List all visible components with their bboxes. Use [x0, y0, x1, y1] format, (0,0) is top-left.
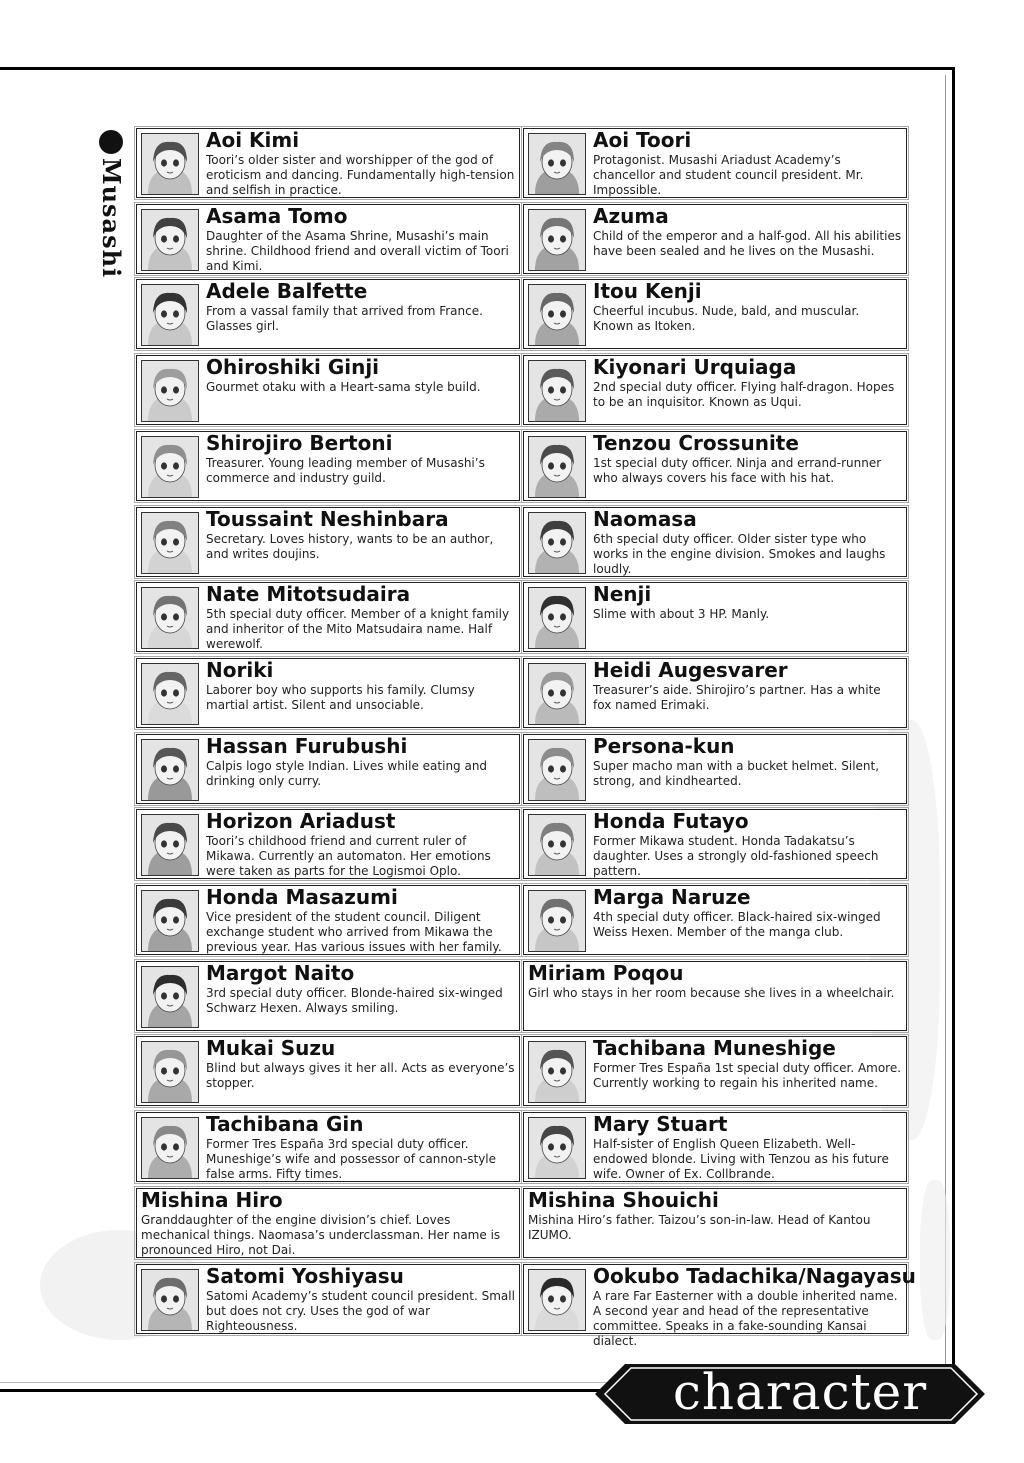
character-name: Nenji: [593, 582, 652, 606]
character-card-horizon-ariadust: [136, 809, 520, 879]
character-name: Mukai Suzu: [206, 1036, 336, 1060]
character-portrait-icon: [141, 436, 199, 498]
character-portrait-icon: [141, 1117, 199, 1179]
character-description: 6th special duty officer. Older sister type who works in the engine division. Smokes and laughs loudly.: [593, 532, 886, 576]
character-description: Satomi Academy’s student council president. Small but does not cry. Uses the god of war Righteousness.: [206, 1289, 515, 1333]
character-name: Shirojiro Bertoni: [206, 431, 393, 455]
character-description: 4th special duty officer. Black-haired six-winged Weiss Hexen. Member of the manga club.: [593, 910, 881, 939]
character-description: Daughter of the Asama Shrine, Musashi’s main shrine. Childhood friend and overall victim of Toori and Kimi.: [206, 229, 509, 273]
character-portrait-icon: [528, 436, 586, 498]
character-portrait-icon: [141, 133, 199, 195]
character-name: Miriam Poqou: [528, 961, 684, 985]
character-portrait-icon: [141, 890, 199, 952]
character-name: Azuma: [593, 204, 669, 228]
character-description: Vice president of the student council. Diligent exchange student who arrived from Mikawa the previous year. Has various issues with her family.: [206, 910, 502, 954]
character-name: Honda Masazumi: [206, 885, 398, 909]
character-card-heidi-augesvarer: [523, 658, 907, 728]
section-title: [96, 130, 126, 278]
character-name: Tenzou Crossunite: [593, 431, 799, 455]
character-description: 5th special duty officer. Member of a knight family and inheritor of the Mito Matsudaira name. Half werewolf.: [206, 607, 510, 651]
character-name: Asama Tomo: [206, 204, 348, 228]
character-card-adele-balfette: [136, 279, 520, 349]
character-description: Toori’s childhood friend and current ruler of Mikawa. Currently an automaton. Her emotions were taken as parts for the Logismoi Oplo.: [206, 834, 491, 878]
character-description: Blind but always gives it her all. Acts as everyone’s stopper.: [206, 1061, 515, 1090]
character-name: Marga Naruze: [593, 885, 751, 909]
character-card-ohiroshiki-ginji: [136, 355, 520, 425]
character-portrait-icon: [141, 587, 199, 649]
character-description: A rare Far Easterner with a double inherited name. A second year and head of the representative committee. Speaks in a fake-sounding Kansai dialect.: [593, 1289, 898, 1348]
character-card-nate-mitotsudaira: [136, 582, 520, 652]
character-name: Itou Kenji: [593, 279, 702, 303]
character-card-ookubo-tadachika-nagayasu: [523, 1264, 916, 1348]
character-name: Tachibana Gin: [206, 1112, 364, 1136]
character-name: Tachibana Muneshige: [593, 1036, 836, 1060]
character-description: Former Tres España 1st special duty officer. Amore. Currently working to regain his inherited name.: [593, 1061, 902, 1090]
character-portrait-icon: [141, 512, 199, 574]
character-card-toussaint-neshinbara: [136, 507, 520, 577]
character-description: Protagonist. Musashi Ariadust Academy’s chancellor and student council president. Mr. Impossible.: [593, 153, 864, 197]
character-description: Former Tres España 3rd special duty officer. Muneshige’s wife and possessor of cannon-style false arms. Fifty times.: [206, 1137, 497, 1181]
character-card-honda-masazumi: [136, 885, 520, 955]
character-name: Margot Naito: [206, 961, 355, 985]
character-description: 2nd special duty officer. Flying half-dragon. Hopes to be an inquisitor. Known as Uqui.: [593, 380, 895, 409]
character-description: 3rd special duty officer. Blonde-haired six-winged Schwarz Hexen. Always smiling.: [206, 986, 503, 1015]
character-card-honda-futayo: [523, 809, 907, 879]
character-card-tenzou-crossunite: [523, 431, 907, 501]
character-description: Calpis logo style Indian. Lives while eating and drinking only curry.: [206, 759, 488, 788]
character-card-marga-naruze: [523, 885, 907, 955]
character-portrait-icon: [141, 1269, 199, 1331]
character-card-margot-naito: [136, 961, 520, 1031]
character-name: Heidi Augesvarer: [593, 658, 788, 682]
character-portrait-icon: [528, 663, 586, 725]
character-portrait-icon: [528, 814, 586, 876]
character-description: Treasurer. Young leading member of Musashi’s commerce and industry guild.: [206, 456, 485, 485]
banner-label: character: [672, 1363, 928, 1421]
character-name: Mishina Hiro: [141, 1188, 283, 1212]
character-description: Mishina Hiro’s father. Taizou’s son-in-law. Head of Kantou IZUMO.: [528, 1213, 871, 1242]
character-portrait-icon: [141, 360, 199, 422]
character-card-naomasa: [523, 507, 907, 577]
character-name: Toussaint Neshinbara: [206, 507, 449, 531]
character-description: Gourmet otaku with a Heart-sama style build.: [206, 380, 481, 394]
character-name: Noriki: [206, 658, 274, 682]
character-portrait-icon: [528, 360, 586, 422]
section-title-text: Musashi: [97, 158, 126, 279]
character-card-noriki: [136, 658, 520, 728]
character-card-shirojiro-bertoni: [136, 431, 520, 501]
character-portrait-icon: [528, 284, 586, 346]
character-description: Secretary. Loves history, wants to be an author, and writes doujins.: [206, 532, 494, 561]
character-description: Laborer boy who supports his family. Clumsy martial artist. Silent and unsociable.: [206, 683, 475, 712]
character-card-persona-kun: [523, 734, 907, 804]
character-name: Aoi Toori: [593, 128, 692, 152]
character-card-azuma: [523, 204, 907, 274]
character-description: Slime with about 3 HP. Manly.: [593, 607, 770, 621]
character-card-tachibana-gin: [136, 1112, 520, 1182]
character-portrait-icon: [141, 209, 199, 271]
character-name: Mishina Shouichi: [528, 1188, 719, 1212]
character-description: Child of the emperor and a half-god. All his abilities have been sealed and he lives on the Musashi.: [593, 229, 902, 258]
character-name: Naomasa: [593, 507, 697, 531]
character-name: Honda Futayo: [593, 809, 749, 833]
character-description: Super macho man with a bucket helmet. Silent, strong, and kindhearted.: [593, 759, 880, 788]
character-card-itou-kenji: [523, 279, 907, 349]
character-description: Cheerful incubus. Nude, bald, and muscular. Known as Itoken.: [593, 304, 860, 333]
character-portrait-icon: [528, 1269, 586, 1331]
character-description: Toori’s older sister and worshipper of the god of eroticism and dancing. Fundamentally high-tension and selfish in practice.: [206, 153, 515, 197]
character-card-tachibana-muneshige: [523, 1036, 907, 1106]
bullet-icon: [99, 130, 123, 154]
character-description: 1st special duty officer. Ninja and errand-runner who always covers his face with his hat.: [593, 456, 882, 485]
character-description: Treasurer’s aide. Shirojiro’s partner. Has a white fox named Erimaki.: [593, 683, 881, 712]
character-card-mishina-shouichi: [523, 1188, 907, 1258]
character-name: Aoi Kimi: [206, 128, 300, 152]
character-card-aoi-toori: [523, 128, 907, 198]
character-name: Hassan Furubushi: [206, 734, 408, 758]
character-name: Ohiroshiki Ginji: [206, 355, 380, 379]
character-portrait-icon: [141, 966, 199, 1028]
character-card-mary-stuart: [523, 1112, 907, 1182]
character-name: Satomi Yoshiyasu: [206, 1264, 404, 1288]
character-description: From a vassal family that arrived from France. Glasses girl.: [206, 304, 483, 333]
character-portrait-icon: [528, 1041, 586, 1103]
character-portrait-icon: [528, 1117, 586, 1179]
character-card-mishina-hiro: [136, 1188, 520, 1258]
character-card-mukai-suzu: [136, 1036, 520, 1106]
character-description: Former Mikawa student. Honda Tadakatsu’s daughter. Uses a strongly old-fashioned speech pattern.: [593, 834, 879, 878]
character-portrait-icon: [528, 209, 586, 271]
character-card-hassan-furubushi: [136, 734, 520, 804]
character-description: Granddaughter of the engine division’s chief. Loves mechanical things. Naomasa’s underclassman. Her name is pronounced Hiro, not Dai.: [141, 1213, 501, 1257]
character-card-aoi-kimi: [136, 128, 520, 198]
character-name: Ookubo Tadachika/Nagayasu: [593, 1264, 916, 1288]
character-portrait-icon: [141, 1041, 199, 1103]
character-name: Persona-kun: [593, 734, 735, 758]
character-card-miriam-poqou: [523, 961, 907, 1031]
character-name: Mary Stuart: [593, 1112, 728, 1136]
character-name: Kiyonari Urquiaga: [593, 355, 797, 379]
character-portrait-icon: [141, 663, 199, 725]
character-card-satomi-yoshiyasu: [136, 1264, 520, 1334]
character-card-nenji: [523, 582, 907, 652]
background-decoration: [920, 1180, 950, 1340]
character-portrait-icon: [528, 133, 586, 195]
character-portrait-icon: [528, 512, 586, 574]
character-card-asama-tomo: [136, 204, 520, 274]
character-portrait-icon: [528, 587, 586, 649]
character-description: Girl who stays in her room because she lives in a wheelchair.: [528, 986, 895, 1000]
character-portrait-icon: [141, 739, 199, 801]
character-card-kiyonari-urquiaga: [523, 355, 907, 425]
character-portrait-icon: [528, 739, 586, 801]
character-portrait-icon: [528, 890, 586, 952]
character-name: Horizon Ariadust: [206, 809, 396, 833]
character-name: Adele Balfette: [206, 279, 368, 303]
character-description: Half-sister of English Queen Elizabeth. Well-endowed blonde. Living with Tenzou as his future wife. Owner of Ex. Collbrande.: [593, 1137, 889, 1181]
character-name: Nate Mitotsudaira: [206, 582, 411, 606]
character-portrait-icon: [141, 284, 199, 346]
character-portrait-icon: [141, 814, 199, 876]
